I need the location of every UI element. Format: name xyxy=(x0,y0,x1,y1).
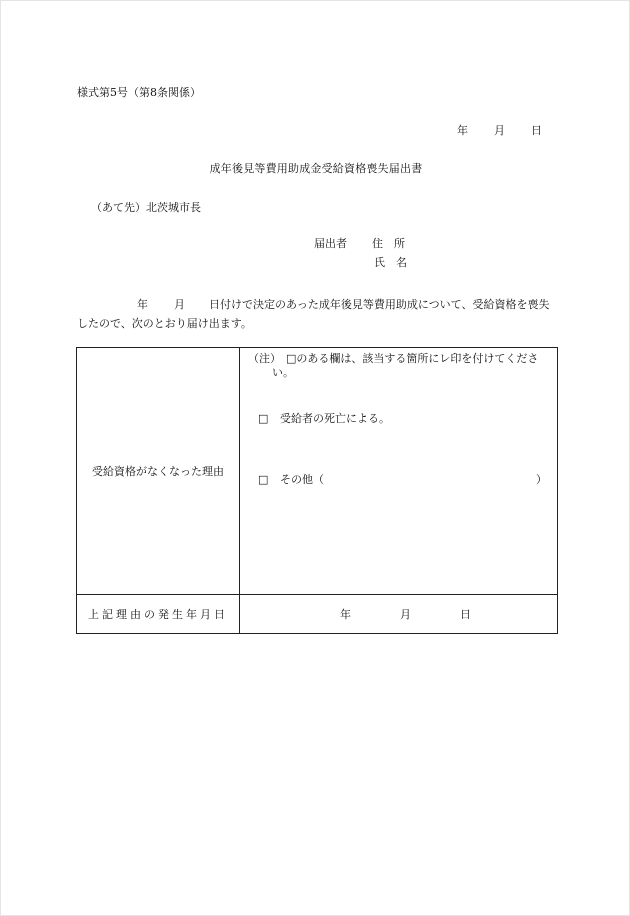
body-text: 日付けで決定のあった成年後見等費用助成について、受給資格を喪失したので、次のとおり届け出ます。 xyxy=(77,298,550,330)
reason-row xyxy=(77,348,558,595)
option-death-label: 受給者の死亡による。 xyxy=(280,412,390,425)
note-tag: （注） xyxy=(248,352,281,365)
occurrence-date-cell xyxy=(240,595,558,634)
note-text: □のある欄は、該当する箇所にレ印を付けてくださ xyxy=(286,352,539,365)
address-label: 住 所 xyxy=(372,237,405,250)
notifier-label: 届出者 xyxy=(314,237,347,250)
document-title: 成年後見等費用助成金受給資格喪失届出書 xyxy=(209,162,423,175)
checkbox-icon[interactable]: □ xyxy=(258,412,269,425)
date-day: 日 xyxy=(531,124,542,137)
option-other-label: その他（ xyxy=(280,473,324,486)
notifier-address-row xyxy=(314,238,405,249)
occurrence-year: 年 xyxy=(340,608,351,621)
addressee: （あて先）北茨城市長 xyxy=(91,201,201,214)
option-other[interactable] xyxy=(258,474,324,485)
body-year: 年 xyxy=(137,298,148,311)
reason-label: 受給資格がなくなった理由 xyxy=(77,348,240,595)
reason-cell xyxy=(240,348,558,595)
date-month: 月 xyxy=(494,124,505,137)
form-table xyxy=(76,347,558,634)
name-label: 氏 名 xyxy=(374,256,407,269)
option-death[interactable] xyxy=(258,413,390,424)
body-paragraph xyxy=(77,295,555,333)
checkbox-icon[interactable]: □ xyxy=(258,473,269,486)
date-year: 年 xyxy=(457,124,468,137)
note-continuation: い。 xyxy=(272,366,294,379)
submission-date xyxy=(457,125,542,136)
date-row xyxy=(77,595,558,634)
occurrence-month: 月 xyxy=(400,608,411,621)
note xyxy=(248,352,558,380)
occurrence-day: 日 xyxy=(460,608,471,621)
body-month: 月 xyxy=(174,298,185,311)
form-number: 様式第5号（第8条関係） xyxy=(77,86,201,99)
occurrence-date-label: 上記理由の発生年月日 xyxy=(77,595,240,634)
option-other-close: ） xyxy=(536,473,547,486)
